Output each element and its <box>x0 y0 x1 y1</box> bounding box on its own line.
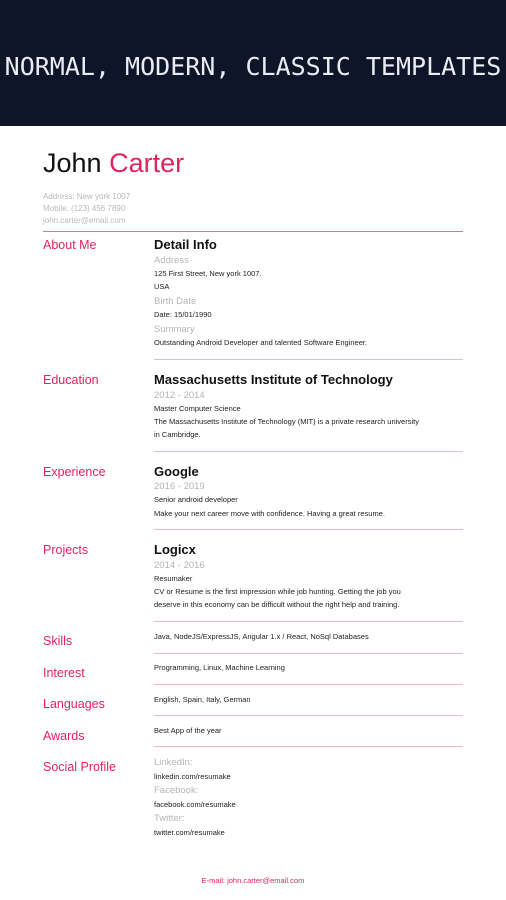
experience-desc: Make your next career move with confidence. Having a great resume. <box>154 509 385 518</box>
section-label-skills: Skills <box>43 634 73 648</box>
section-divider <box>154 359 463 360</box>
social-linkedin-link[interactable]: linkedin.com/resumake <box>154 772 231 781</box>
section-label-social: Social Profile <box>43 760 116 774</box>
projects-heading: Logicx <box>154 542 196 557</box>
first-name: John <box>43 148 102 178</box>
section-divider <box>154 653 463 654</box>
about-summary-value: Outstanding Android Developer and talented Software Engineer. <box>154 338 368 347</box>
experience-role: Senior android developer <box>154 495 238 504</box>
section-label-languages: Languages <box>43 697 105 711</box>
projects-desc-line2: deserve in this economy can be difficult without the right help and training. <box>154 600 400 609</box>
footer-email[interactable]: E-mail: john.carter@email.com <box>201 876 305 885</box>
contact-mobile: Mobile: (123) 456 7890 <box>43 204 126 213</box>
section-divider <box>154 684 463 685</box>
experience-years: 2016 - 2019 <box>154 481 205 492</box>
section-label-awards: Awards <box>43 729 85 743</box>
last-name: Carter <box>109 148 185 178</box>
interest-value: Programming, Linux, Machine Learning <box>154 663 285 672</box>
skills-value: Java, NodeJS/ExpressJS, Angular 1.x / React, NoSql Databases <box>154 632 369 641</box>
social-facebook-label: Facebook: <box>154 785 199 796</box>
banner <box>0 0 506 126</box>
section-label-projects: Projects <box>43 543 89 557</box>
languages-value: English, Spain, Italy, German <box>154 695 251 704</box>
about-heading: Detail Info <box>154 237 217 252</box>
resume-name <box>43 148 184 179</box>
projects-name: Resumaker <box>154 574 193 583</box>
banner-title: NORMAL, MODERN, CLASSIC TEMPLATES <box>4 52 502 81</box>
education-degree: Master Computer Science <box>154 404 241 413</box>
about-address-line1: 125 First Street, New york 1007. <box>154 269 262 278</box>
education-heading: Massachusetts Institute of Technology <box>154 372 393 387</box>
header-divider <box>43 231 463 232</box>
social-facebook-link[interactable]: facebook.com/resumake <box>154 800 236 809</box>
about-birth-label: Birth Date <box>154 296 197 307</box>
section-divider <box>154 746 463 747</box>
education-desc-line2: in Cambridge. <box>154 430 201 439</box>
contact-address: Address: New york 1007 <box>43 192 131 201</box>
social-twitter-link[interactable]: twitter.com/resumake <box>154 828 225 837</box>
experience-heading: Google <box>154 464 199 479</box>
section-label-education: Education <box>43 373 99 387</box>
projects-desc-line1: CV or Resume is the first impression while job hunting. Getting the job you <box>154 587 401 596</box>
section-label-interest: Interest <box>43 666 85 680</box>
projects-years: 2014 - 2016 <box>154 560 205 571</box>
contact-email: john.carter@email.com <box>43 216 126 225</box>
section-label-experience: Experience <box>43 465 106 479</box>
about-birth-value: Date: 15/01/1990 <box>154 310 212 319</box>
section-label-about: About Me <box>43 238 97 252</box>
section-divider <box>154 621 463 622</box>
section-divider <box>154 715 463 716</box>
education-desc-line1: The Massachusetts Institute of Technology (MIT) is a private research university <box>154 417 419 426</box>
social-twitter-label: Twitter: <box>154 813 185 824</box>
about-address-line2: USA <box>154 282 170 291</box>
about-summary-label: Summary <box>154 324 195 335</box>
social-linkedin-label: LinkedIn: <box>154 757 193 768</box>
education-years: 2012 - 2014 <box>154 390 205 401</box>
section-divider <box>154 451 463 452</box>
section-divider <box>154 529 463 530</box>
about-address-label: Address <box>154 255 189 266</box>
awards-value: Best App of the year <box>154 726 222 735</box>
